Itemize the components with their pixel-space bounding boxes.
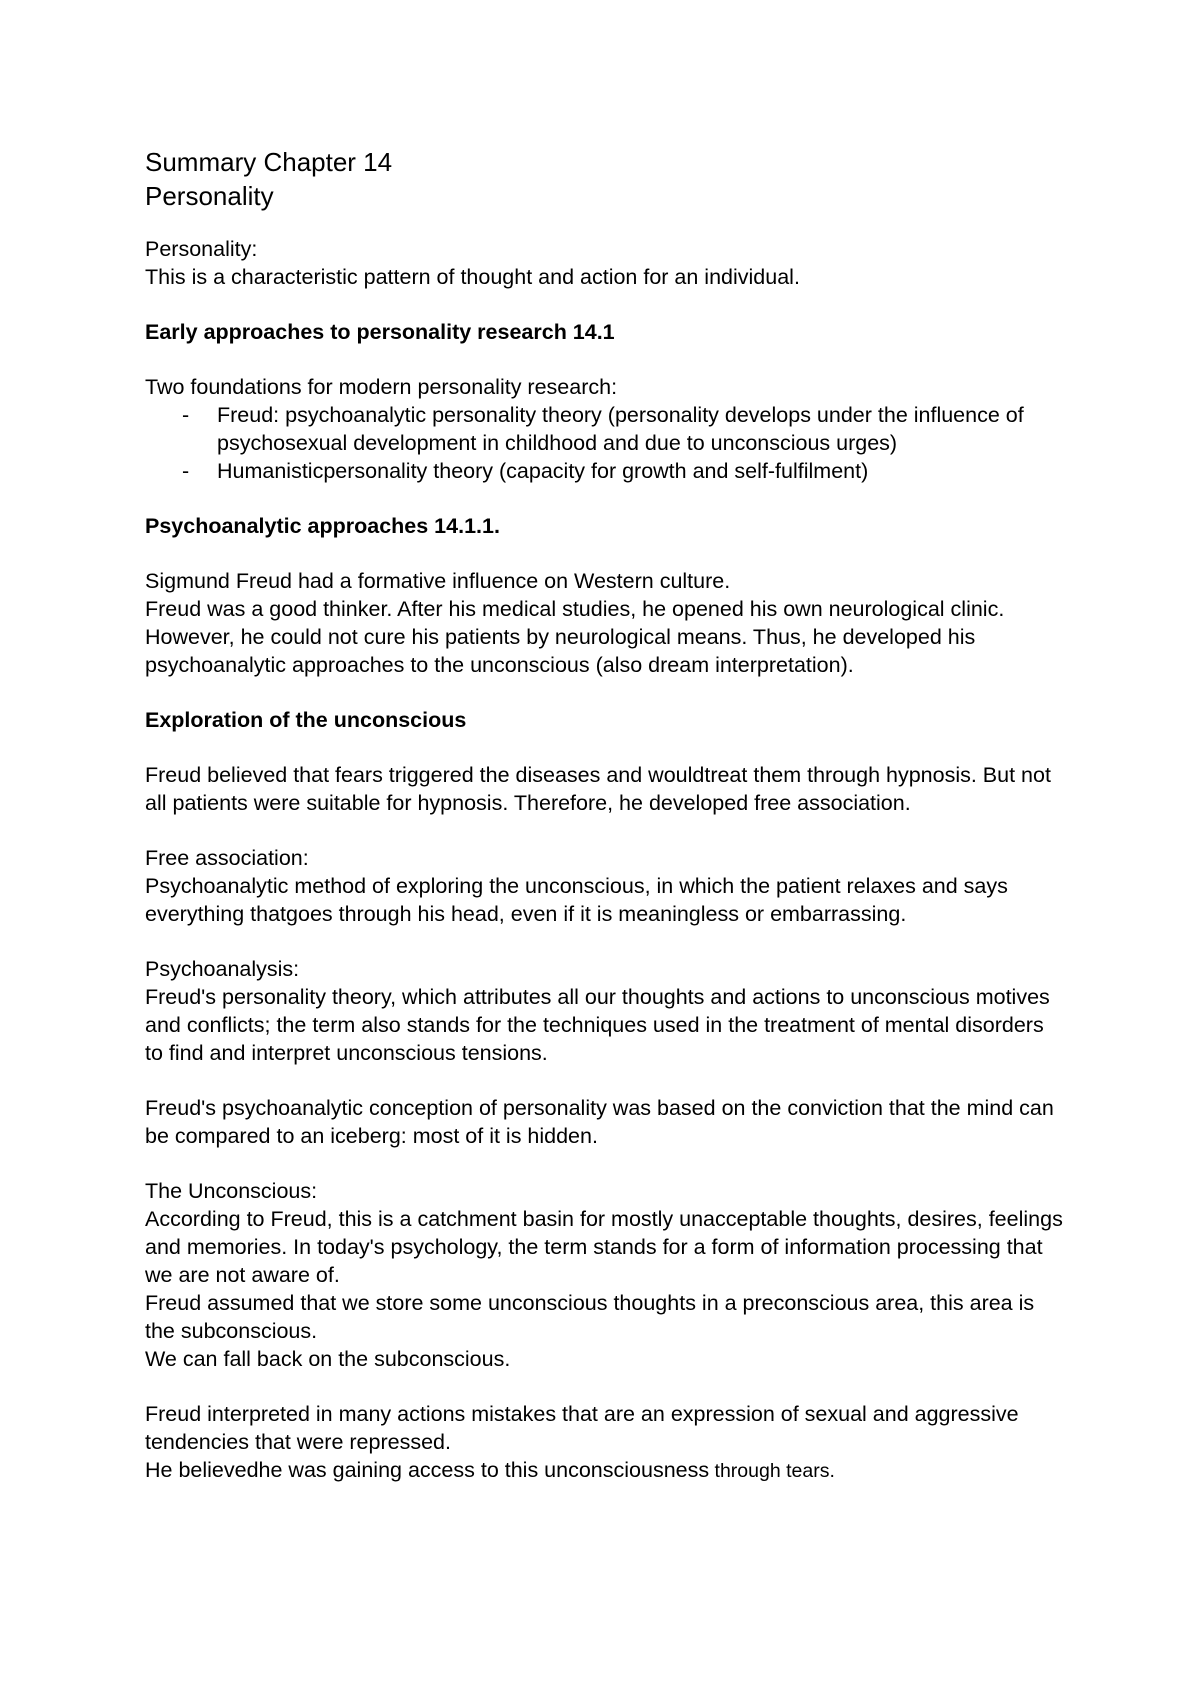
- free-association-term: Free association:: [145, 846, 309, 870]
- unconscious-term: The Unconscious:: [145, 1179, 318, 1203]
- foundations-list: [145, 401, 1065, 485]
- psychoanalysis-definition: Freud's personality theory, which attributes all our thoughts and actions to unconscious motives and conflicts; the term also stands for the techniques used in the treatment of mental disorders to find and interpret unconscious tensions.: [145, 985, 1050, 1065]
- early-approaches-lead: Two foundations for modern personality research:: [145, 375, 618, 399]
- paragraph: Freud interpreted in many actions mistakes that are an expression of sexual and aggressive tendencies that were repressed.: [145, 1402, 1019, 1454]
- spacer: [145, 485, 1065, 512]
- document-subtitle: Personality: [145, 181, 274, 211]
- dash-bullet: -: [182, 403, 190, 427]
- spacer: [145, 679, 1065, 706]
- paragraph: [145, 1456, 1065, 1485]
- spacer: [145, 540, 1065, 567]
- paragraph-tail: through tears.: [709, 1460, 835, 1482]
- spacer: [145, 734, 1065, 761]
- spacer: [145, 346, 1065, 373]
- paragraph: Freud assumed that we store some unconscious thoughts in a preconscious area, this area is the subconscious.: [145, 1291, 1035, 1343]
- list-item-text: Freud: psychoanalytic personality theory (personality develops under the influence of psychosexual development in childhood and due to unconscious urges): [217, 403, 1024, 455]
- document-title: Summary Chapter 14: [145, 147, 393, 177]
- paragraph: Freud was a good thinker. After his medical studies, he opened his own neurological clinic. However, he could not cure his patients by neurological means. Thus, he developed his psychoanalytic approaches to the unconscious (also dream interpretation).: [145, 597, 1005, 677]
- paragraph-main: He believedhe was gaining access to this unconsciousness: [145, 1458, 710, 1482]
- intro-definition: This is a characteristic pattern of thought and action for an individual.: [145, 265, 800, 289]
- spacer: [145, 291, 1065, 318]
- paragraph: Sigmund Freud had a formative influence on Western culture.: [145, 569, 731, 593]
- spacer: [145, 1373, 1065, 1400]
- paragraph: Freud's psychoanalytic conception of personality was based on the conviction that the mind can be compared to an iceberg: most of it is hidden.: [145, 1096, 1054, 1148]
- spacer: [145, 817, 1065, 844]
- unconscious-definition: According to Freud, this is a catchment basin for mostly unacceptable thoughts, desires, feelings and memories. In today's psychology, the term stands for a form of information processing that we are not aware of.: [145, 1207, 1063, 1287]
- psychoanalysis-term: Psychoanalysis:: [145, 957, 300, 981]
- list-item: [145, 401, 1065, 457]
- dash-bullet: -: [182, 459, 190, 483]
- paragraph: We can fall back on the subconscious.: [145, 1347, 511, 1371]
- spacer: [145, 1150, 1065, 1177]
- spacer: [145, 213, 1065, 235]
- spacer: [145, 1067, 1065, 1094]
- section-heading-psychoanalytic: Psychoanalytic approaches 14.1.1.: [145, 514, 500, 538]
- list-item: [145, 457, 1065, 485]
- document-page: [145, 145, 1065, 1485]
- intro-term: Personality:: [145, 237, 258, 261]
- section-heading-early-approaches: Early approaches to personality research 14.1: [145, 320, 615, 344]
- paragraph: Freud believed that fears triggered the diseases and wouldtreat them through hypnosis. But not all patients were suitable for hypnosis. Therefore, he developed free association.: [145, 763, 1051, 815]
- section-heading-exploration: Exploration of the unconscious: [145, 708, 467, 732]
- list-item-text: Humanisticpersonality theory (capacity for growth and self-fulfilment): [217, 459, 869, 483]
- spacer: [145, 928, 1065, 955]
- free-association-definition: Psychoanalytic method of exploring the unconscious, in which the patient relaxes and says everything thatgoes through his head, even if it is meaningless or embarrassing.: [145, 874, 1008, 926]
